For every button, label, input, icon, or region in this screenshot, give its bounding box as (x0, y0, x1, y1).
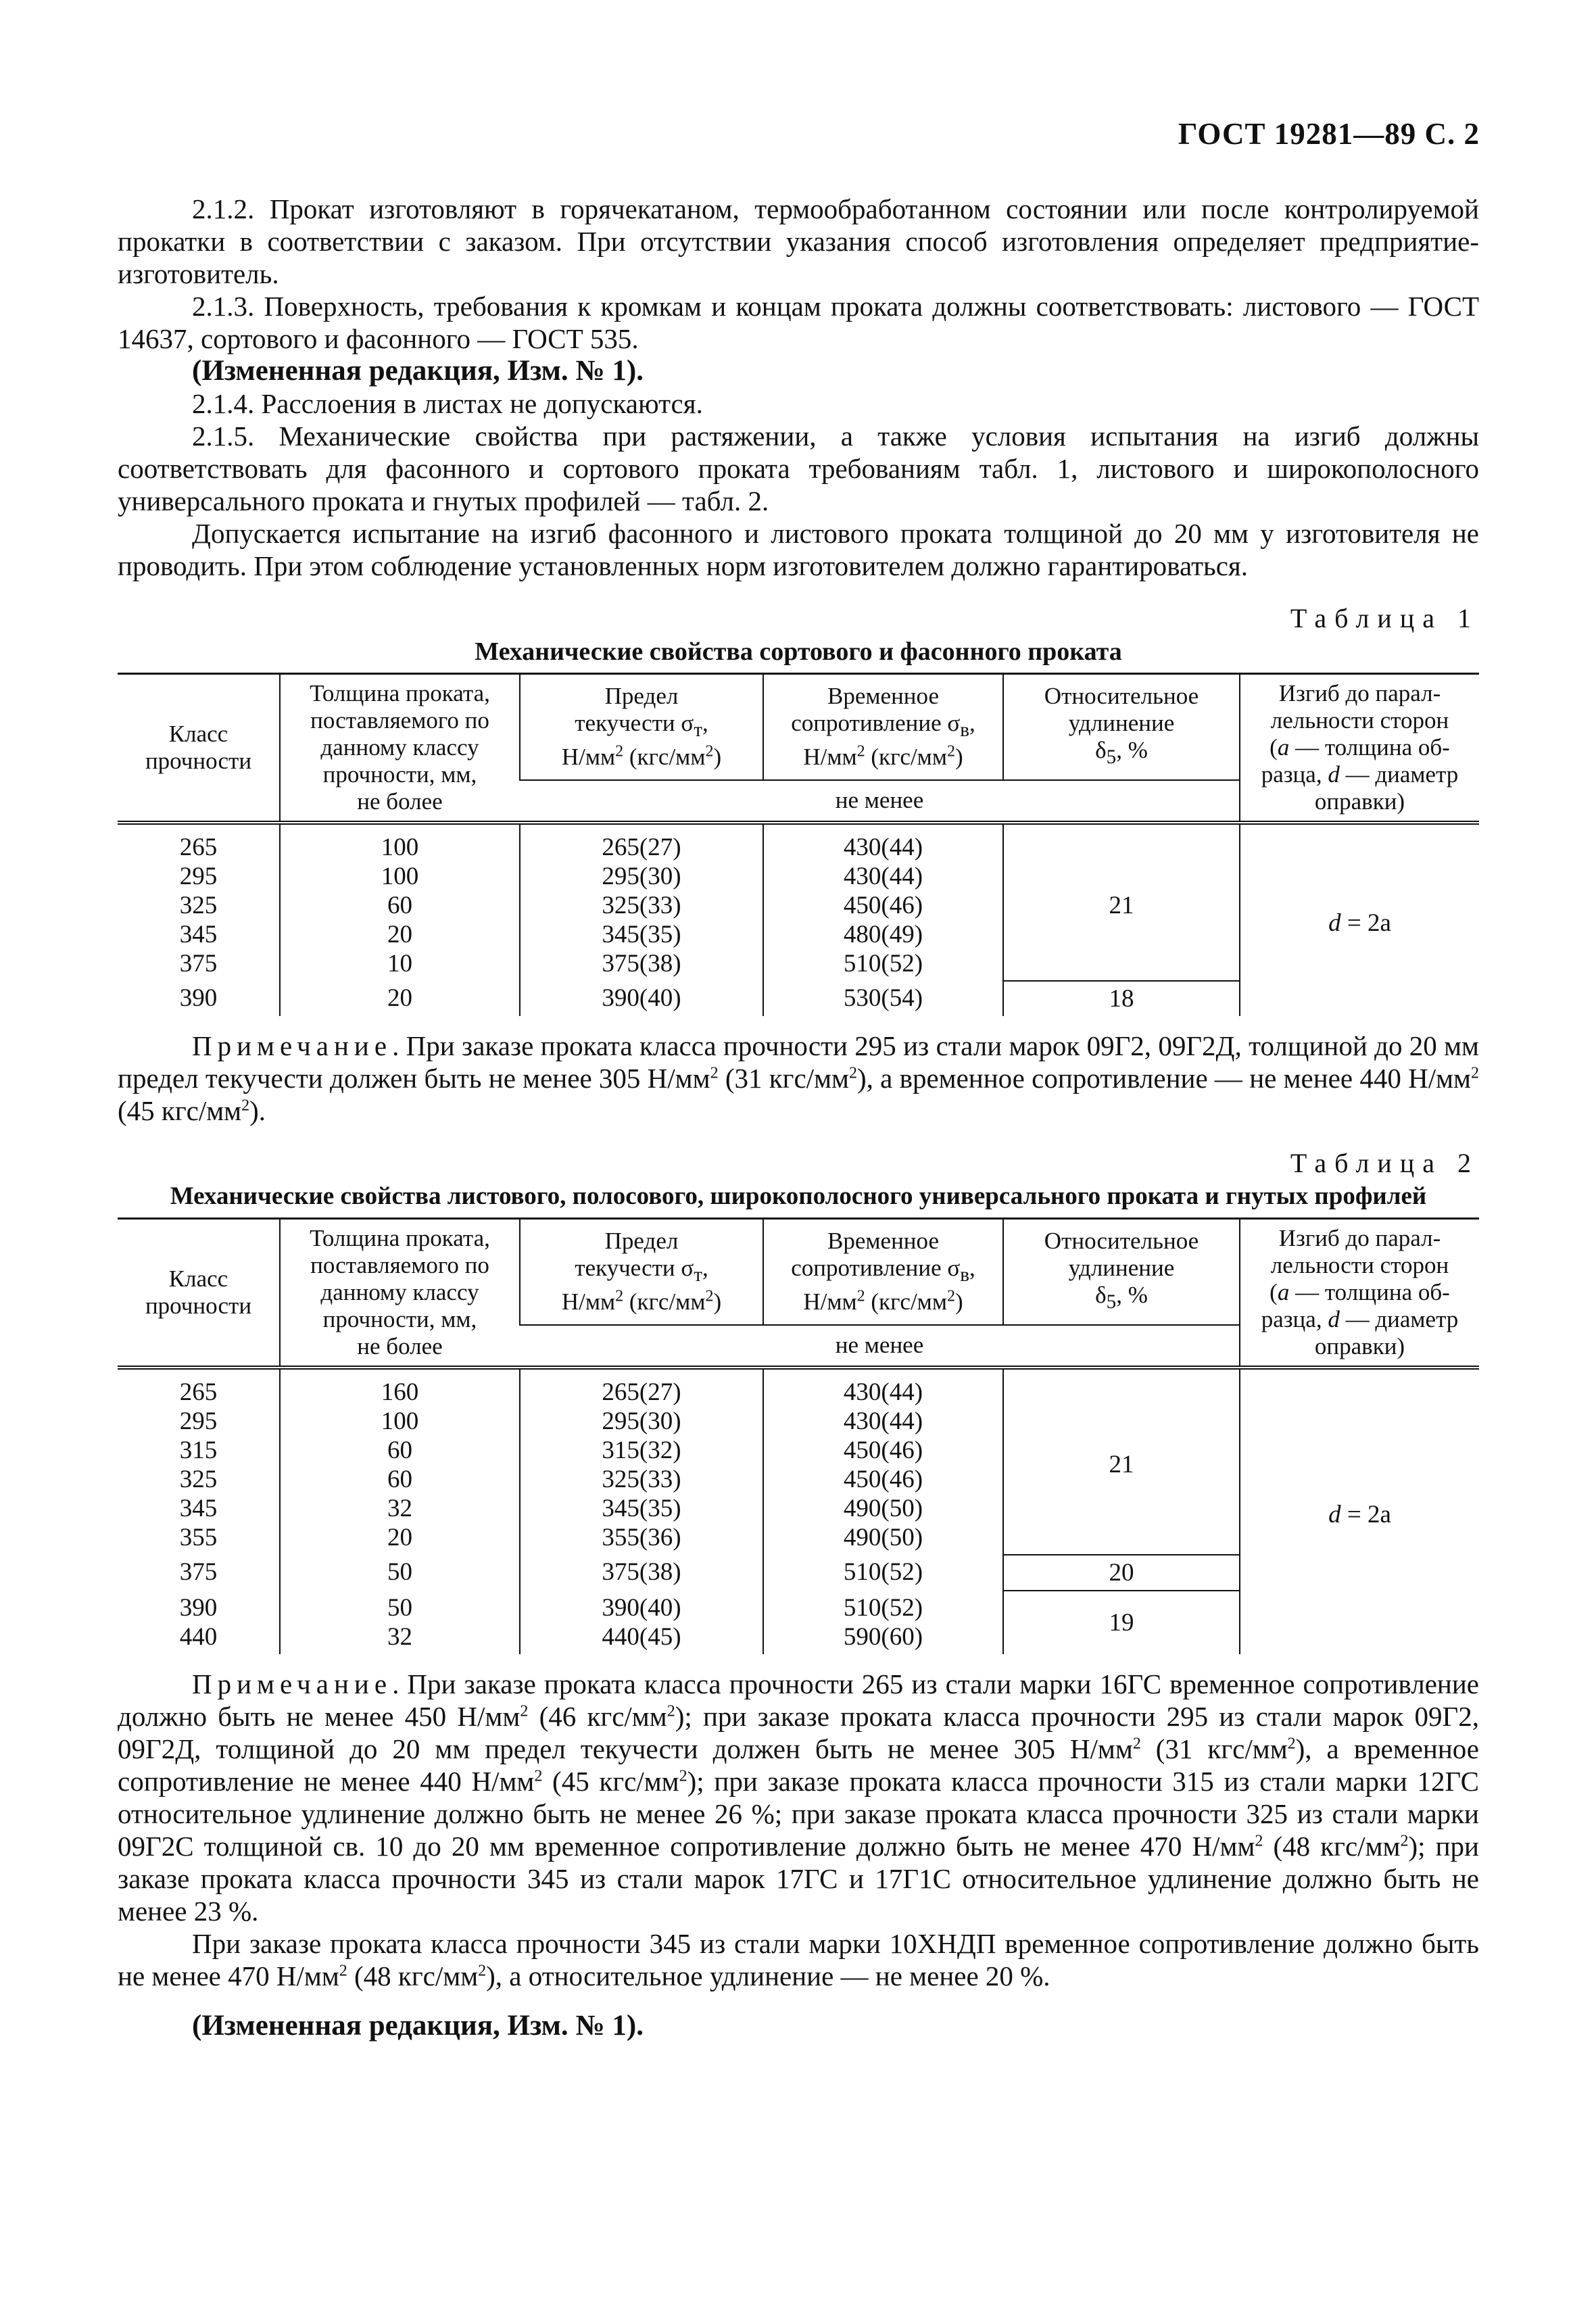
table2-caption: Таблица 2 (1290, 1148, 1479, 1178)
col-strength-class: Класс прочности (118, 1219, 280, 1368)
cell-elongation: 20 (1003, 1555, 1240, 1591)
header-not-less: не менее (520, 780, 1240, 823)
cell-tensile: 430(44) 430(44) 450(46) 480(49) 510(52) (763, 823, 1003, 981)
col-elongation: Относительное удлинение $\delta_5$, % (1003, 1219, 1240, 1325)
cell-yield: 390(40) (520, 981, 763, 1016)
col-yield-strength: Предел текучести $\sigma_т$, $Н/мм^2$ $(кгс/мм^2)$ (520, 1219, 763, 1325)
table-row (118, 1368, 1479, 1555)
cell-thickness: 160 100 60 60 32 20 (280, 1368, 520, 1555)
paragraph-2-1-5: 2.1.5. Механические свойства при растяжении, а также условия испытания на изгиб должны соответствовать для фасонного и сортового проката требованиям табл. 1, листового и широкополосного универсального проката и гнутых профилей — табл. 2. (118, 420, 1479, 516)
table2-title: Механические свойства листового, полосового, широкополосного универсального проката и гнутых профилей (170, 1182, 1427, 1210)
col-thickness: Толщина проката, поставляемого по данному классу прочности, мм, не более (280, 674, 520, 823)
paragraph-2-1-2: 2.1.2. Прокат изготовляют в горячекатаном, термообработанном состоянии или после контролируемой прокатки в соответствии с заказом. При отсутствии указания способ изготовления определяет предприятие-изготовитель. (118, 193, 1479, 289)
table1-caption: Таблица 1 (1290, 603, 1479, 633)
col-tensile-strength: Временное сопротивление $\sigma_в$, $Н/мм^2$ $(кгс/мм^2)$ (763, 674, 1003, 780)
cell-tensile: 430(44) 430(44) 450(46) 450(46) 490(50) 490(50) (763, 1368, 1003, 1555)
col-bend: Изгиб до парал- лельности сторон (a — толщина об- разца, d — диаметр оправки) (1240, 674, 1479, 823)
cell-yield: 265(27) 295(30) 315(32) 325(33) 345(35) 355(36) (520, 1368, 763, 1555)
col-yield-strength: Предел текучести $\sigma_т$, $Н/мм^2$ $(кгс/мм^2)$ (520, 674, 763, 780)
cell-tensile: 510(52) 590(60) (763, 1591, 1003, 1654)
cell-thickness: 100 100 60 20 10 (280, 823, 520, 981)
table1-note: Примечание. При заказе проката класса прочности 295 из стали марок 09Г2, 09Г2Д, толщиной до 20 мм предел текучести должен быть не менее 305 $Н/мм^2$ (31 кгс/$мм^2$), а временное сопротивление — не менее 440 $Н/мм^2$ (45 кгс/$мм^2$). (118, 1030, 1479, 1126)
col-bend: Изгиб до парал- лельности сторон (a — толщина об- разца, d — диаметр оправки) (1240, 1219, 1479, 1368)
cell-thickness: 50 (280, 1555, 520, 1591)
cell-tensile: 530(54) (763, 981, 1003, 1016)
cell-yield: 265(27) 295(30) 325(33) 345(35) 375(38) (520, 823, 763, 981)
table-row (118, 823, 1479, 981)
paragraph-2-1-4: 2.1.4. Расслоения в листах не допускаются. (192, 388, 703, 419)
cell-class: 390 (179, 984, 218, 1012)
cell-elongation: 21 (1003, 823, 1240, 981)
cell-thickness: 50 32 (280, 1591, 520, 1654)
paragraph-2-1-3: 2.1.3. Поверхность, требования к кромкам и концам проката должны соответствовать: листового — ГОСТ 14637, сортового и фасонного — ГОСТ 535. (118, 291, 1479, 354)
table2 (118, 1217, 1479, 1654)
col-elongation: Относительное удлинение $\delta_5$, % (1003, 674, 1240, 780)
cell-yield: 375(38) (520, 1555, 763, 1591)
cell-tensile: 510(52) (763, 1555, 1003, 1591)
col-thickness: Толщина проката, поставляемого по данному классу прочности, мм, не более (280, 1219, 520, 1368)
table1-title: Механические свойства сортового и фасонного проката (475, 637, 1122, 666)
col-strength-class: Класс прочности (118, 674, 280, 823)
table2-note: Примечание. При заказе проката класса прочности 265 из стали марки 16ГС временное сопротивление должно быть не менее 450 $Н/мм^2$ (46 кгс/$мм^2$); при заказе проката класса прочности 295 из стали марок 09Г2, 09Г2Д, толщиной до 20 мм предел текучести должен быть не менее 305 $Н/мм^2$ (31 кгс/$мм^2$), а временное сопротивление не менее 440 $Н/мм^2$ (45 кгс/$мм^2$); при заказе проката класса прочности 315 из стали марки 12ГС относительное удлинение должно быть не менее 26 %; при заказе проката класса прочности 325 из стали марки 09Г2С толщиной св. 10 до 20 мм временное сопротивление должно быть не менее 470 $Н/мм^2$ (48 кгс/$мм^2$); при заказе проката класса прочности 345 из стали марок 17ГС и 17Г1С относительное удлинение должно быть не менее 23 %. (118, 1668, 1480, 1927)
paragraph-bend-test: Допускается испытание на изгиб фасонного и листового проката толщиной до 20 мм у изготовителя не проводить. При этом соблюдение установленных норм изготовителем должно гарантироваться. (118, 518, 1479, 581)
table2-note-2: При заказе проката класса прочности 345 из стали марки 10ХНДП временное сопротивление должно быть не менее 470 $Н/мм^2$ (48 кгс/$мм^2$), а относительное удлинение — не менее 20 %. (118, 1928, 1479, 1992)
cell-yield: 390(40) 440(45) (520, 1591, 763, 1654)
cell-elongation: 19 (1003, 1591, 1240, 1654)
footer-amendment-note: (Измененная редакция, Изм. № 1). (192, 2010, 644, 2042)
amendment-note: (Измененная редакция, Изм. № 1). (192, 355, 644, 387)
cell-elongation: 18 (1003, 981, 1240, 1016)
col-tensile-strength: Временное сопротивление $\sigma_в$, $Н/мм^2$ $(кгс/мм^2)$ (763, 1219, 1003, 1325)
table1 (118, 673, 1479, 1016)
cell-class: 390 440 (179, 1594, 218, 1651)
cell-class: 265 295 315 325 345 355 (179, 1378, 218, 1551)
cell-elongation: 21 (1003, 1368, 1240, 1555)
document-body (118, 193, 1479, 2042)
header-not-less: не менее (520, 1325, 1240, 1368)
cell-class: 375 (179, 1558, 218, 1586)
cell-bend: d = 2a (1240, 823, 1479, 1016)
page-header: ГОСТ 19281—89 С. 2 (1178, 117, 1480, 151)
cell-thickness: 20 (280, 981, 520, 1016)
cell-bend: d = 2a (1240, 1368, 1479, 1654)
cell-class: 265 295 325 345 375 (179, 834, 218, 978)
